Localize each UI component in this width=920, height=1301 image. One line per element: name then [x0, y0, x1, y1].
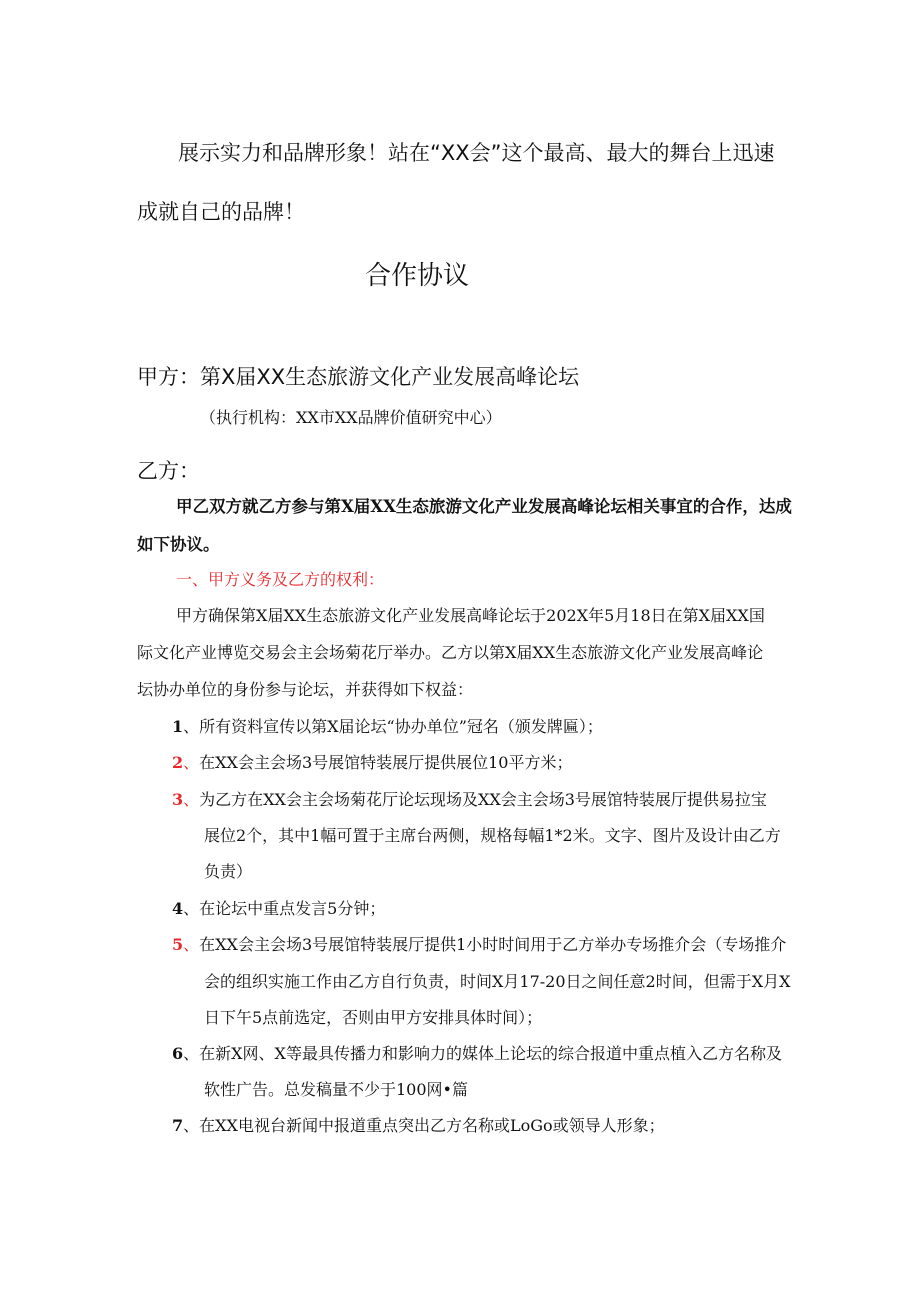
item-number: 2 [172, 753, 184, 772]
section-1-para-line: 甲方确保第X届XX生态旅游文化产业发展高峰论坛于202X年5月18日在第X届XX国 [176, 606, 765, 625]
section-1-para-line: 坛协办单位的身份参与论坛，并获得如下权益： [137, 680, 474, 699]
benefit-item-1 [172, 714, 603, 737]
item-text: 在XX电视台新闻中报道重点突出乙方名称或LoGo或领导人形象； [199, 1116, 665, 1135]
party-a-name: 第X届XX生态旅游文化产业发展高峰论坛 [200, 365, 580, 389]
item-number: 5 [172, 935, 184, 954]
item-continuation: 会的组织实施工作由乙方自行负责，时间X月17-20日之间任意2时间，但需于X月X [204, 972, 791, 991]
item-text: 在新X网、X等最具传播力和影响力的媒体上论坛的综合报道中重点植入乙方名称及 [199, 1044, 782, 1063]
item-separator: 、 [183, 1116, 200, 1135]
document-title: 合作协议 [365, 261, 470, 291]
section-1-heading: 一、甲方义务及乙方的权利： [176, 570, 385, 589]
item-text: 所有资料宣传以第X届论坛“协办单位”冠名（颁发牌匾）； [199, 717, 603, 736]
item-continuation: 负责） [204, 862, 253, 881]
item-number: 1 [172, 717, 184, 736]
item-continuation: 软性广告。总发稿量不少于100网•篇 [204, 1080, 468, 1099]
slogan-line-1: 展示实力和品牌形象！站在“XX会”这个最高、最大的舞台上迅速 [178, 141, 775, 165]
item-separator: 、 [183, 935, 200, 954]
item-separator: 、 [183, 753, 200, 772]
benefit-item-4 [172, 896, 385, 919]
benefit-item-3 [172, 787, 767, 810]
benefit-item-6 [172, 1041, 782, 1064]
benefit-item-7 [172, 1113, 665, 1136]
item-continuation: 展位2个，其中1幅可置于主席台两侧，规格每幅1*2米。文字、图片及设计由乙方 [204, 826, 781, 845]
party-b-label: 乙方： [137, 459, 200, 483]
party-a-executor: （执行机构：XX市XX品牌价值研究中心） [200, 408, 502, 427]
item-separator: 、 [183, 1044, 200, 1063]
section-1-para-line: 际文化产业博览交易会主会场菊花厅举办。乙方以第X届XX生态旅游文化产业发展高峰论 [137, 643, 764, 662]
benefit-item-2 [172, 750, 572, 773]
party-a-line [137, 361, 579, 391]
item-continuation: 日下午5点前选定，否则由甲方安排具体时间）； [204, 1008, 543, 1027]
item-separator: 、 [183, 899, 200, 918]
intro-line-1: 甲乙双方就乙方参与第X届XX生态旅游文化产业发展高峰论坛相关事宜的合作，达成 [176, 497, 792, 516]
slogan-line-2: 成就自己的品牌！ [137, 200, 305, 224]
item-text: 在XX会主会场3号展馆特装展厅提供1小时时间用于乙方举办专场推介会（专场推介 [199, 935, 787, 954]
item-number: 6 [172, 1044, 184, 1063]
item-text: 在XX会主会场3号展馆特装展厅提供展位10平方米； [199, 753, 573, 772]
item-number: 3 [172, 790, 184, 809]
item-text: 为乙方在XX会主会场菊花厅论坛现场及XX会主会场3号展馆特装展厅提供易拉宝 [199, 790, 767, 809]
item-number: 4 [172, 899, 184, 918]
item-text: 在论坛中重点发言5分钟； [199, 899, 386, 918]
item-number: 7 [172, 1116, 184, 1135]
party-a-label: 甲方： [137, 365, 200, 389]
item-separator: 、 [183, 717, 200, 736]
item-separator: 、 [183, 790, 200, 809]
benefit-item-5 [172, 932, 786, 955]
intro-line-2: 如下协议。 [137, 535, 220, 554]
